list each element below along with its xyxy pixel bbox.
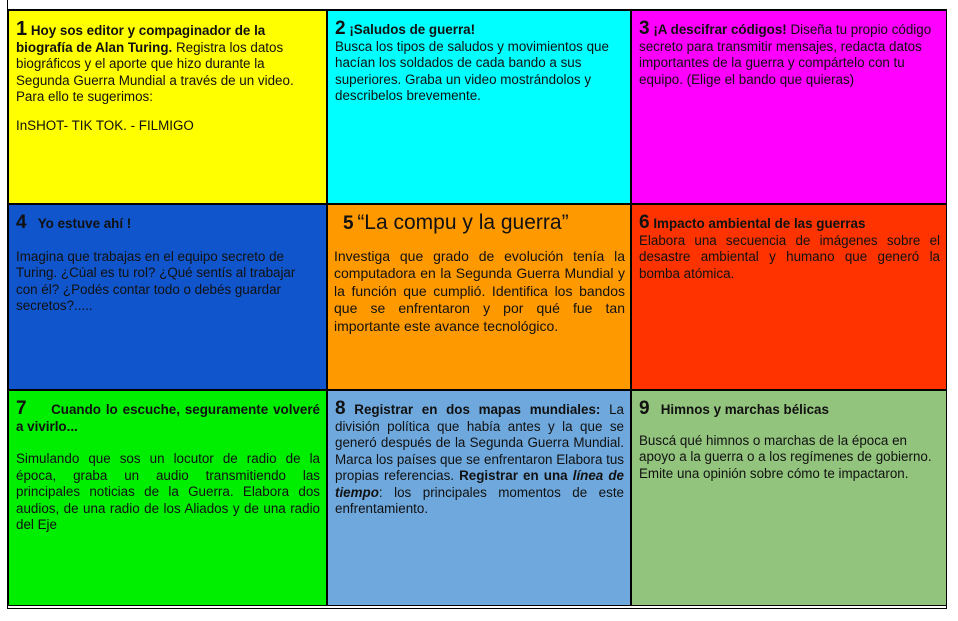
activity-title: ¡Saludos de guerra! xyxy=(349,22,476,37)
activity-description: Busca los tipos de saludos y movimientos que hacían los soldados de cada bando a sus superiores. Graba un video mostrándolos y describelos brevemente. xyxy=(335,38,609,103)
activity-number: 7 xyxy=(16,398,27,419)
activity-title: “La compu y la guerra” xyxy=(357,211,569,234)
activity-choice-board xyxy=(7,9,947,609)
activity-title-secondary: Registrar en una xyxy=(459,468,568,483)
activity-description: Elabora una secuencia de imágenes sobre el desastre ambiental y humano que generó la bomba atómica. xyxy=(639,232,940,281)
activity-description: Registra los datos biográficos y el aporte que hizo durante la Segunda Guerra Mundial a través de un video. Para ello te sugerimos: xyxy=(16,39,294,104)
activity-title-secondary-emphasis: línea de tiempo xyxy=(335,468,624,500)
activity-title: Himnos y marchas bélicas xyxy=(660,402,829,417)
activity-cell-8 xyxy=(327,390,631,606)
activity-cell-9 xyxy=(631,390,947,606)
activity-number: 8 xyxy=(335,398,346,419)
activity-cell-6 xyxy=(631,204,947,390)
activity-number: 1 xyxy=(16,18,28,40)
activity-description-secondary: : los principales momentos de este enfrentamiento. xyxy=(335,484,624,516)
activity-description: Diseña tu propio código secreto para transmitir mensajes, redacta datos importantes de la guerra y compártelo con tu equipo. (Elige el bando que quieras) xyxy=(639,22,932,87)
activity-description: Buscá qué himnos o marchas de la época en apoyo a la guerra o a los regímenes de gobierno. Emite una opinión sobre cómo te impactaron. xyxy=(639,432,932,481)
margin-mark xyxy=(7,0,8,9)
activity-title: Yo estuve ahí ! xyxy=(37,216,132,231)
activity-cell-1 xyxy=(8,10,327,204)
activity-cell-7 xyxy=(8,390,327,606)
activity-number: 9 xyxy=(639,398,650,419)
activity-title: Impacto ambiental de las guerras xyxy=(653,216,866,231)
activity-title: Cuando lo escuche, seguramente volveré a vivirlo... xyxy=(16,402,320,434)
activity-cell-4 xyxy=(8,204,327,390)
activity-title: Hoy sos editor y compaginador de la biografía de Alan Turing. xyxy=(16,23,266,55)
activity-description: Simulando que sos un locutor de radio de la época, graba un audio transmitiendo las principales noticias de la Guerra. Elabora dos audios, de una radio de los Aliados y de una radio del Eje xyxy=(16,451,320,532)
activity-cell-2 xyxy=(327,10,631,204)
activity-number: 2 xyxy=(335,18,346,39)
activity-description: La división política que había antes y la que se generó después de la Segunda Guerra Mundial. Marca los países que se enfrentaron Elabora tus propias referencias. xyxy=(335,402,624,483)
activity-number: 3 xyxy=(639,18,650,39)
activity-description: Imagina que trabajas en el equipo secreto de Turing. ¿Cúal es tu rol? ¿Qué sentís al trabajar con él? ¿Podés contar todo o debés guardar secretos?..... xyxy=(16,248,296,313)
activity-description: Investiga que grado de evolución tenía la computadora en la Segunda Guerra Mundial y la función que cumplió. Identifica los bandos que se enfrentaron y por qué fue tan importante este avance tecnológico. xyxy=(334,247,625,334)
suggested-apps: InSHOT- TIK TOK. - FILMIGO xyxy=(16,117,194,133)
activity-cell-5 xyxy=(327,204,631,390)
activity-number: 6 xyxy=(639,212,650,233)
activity-cell-3 xyxy=(631,10,947,204)
activity-number: 4 xyxy=(16,212,27,233)
activity-number: 5 xyxy=(343,213,354,234)
activity-title: ¡A descifrar códigos! xyxy=(653,22,787,37)
activity-title: Registrar en dos mapas mundiales: xyxy=(354,402,601,417)
